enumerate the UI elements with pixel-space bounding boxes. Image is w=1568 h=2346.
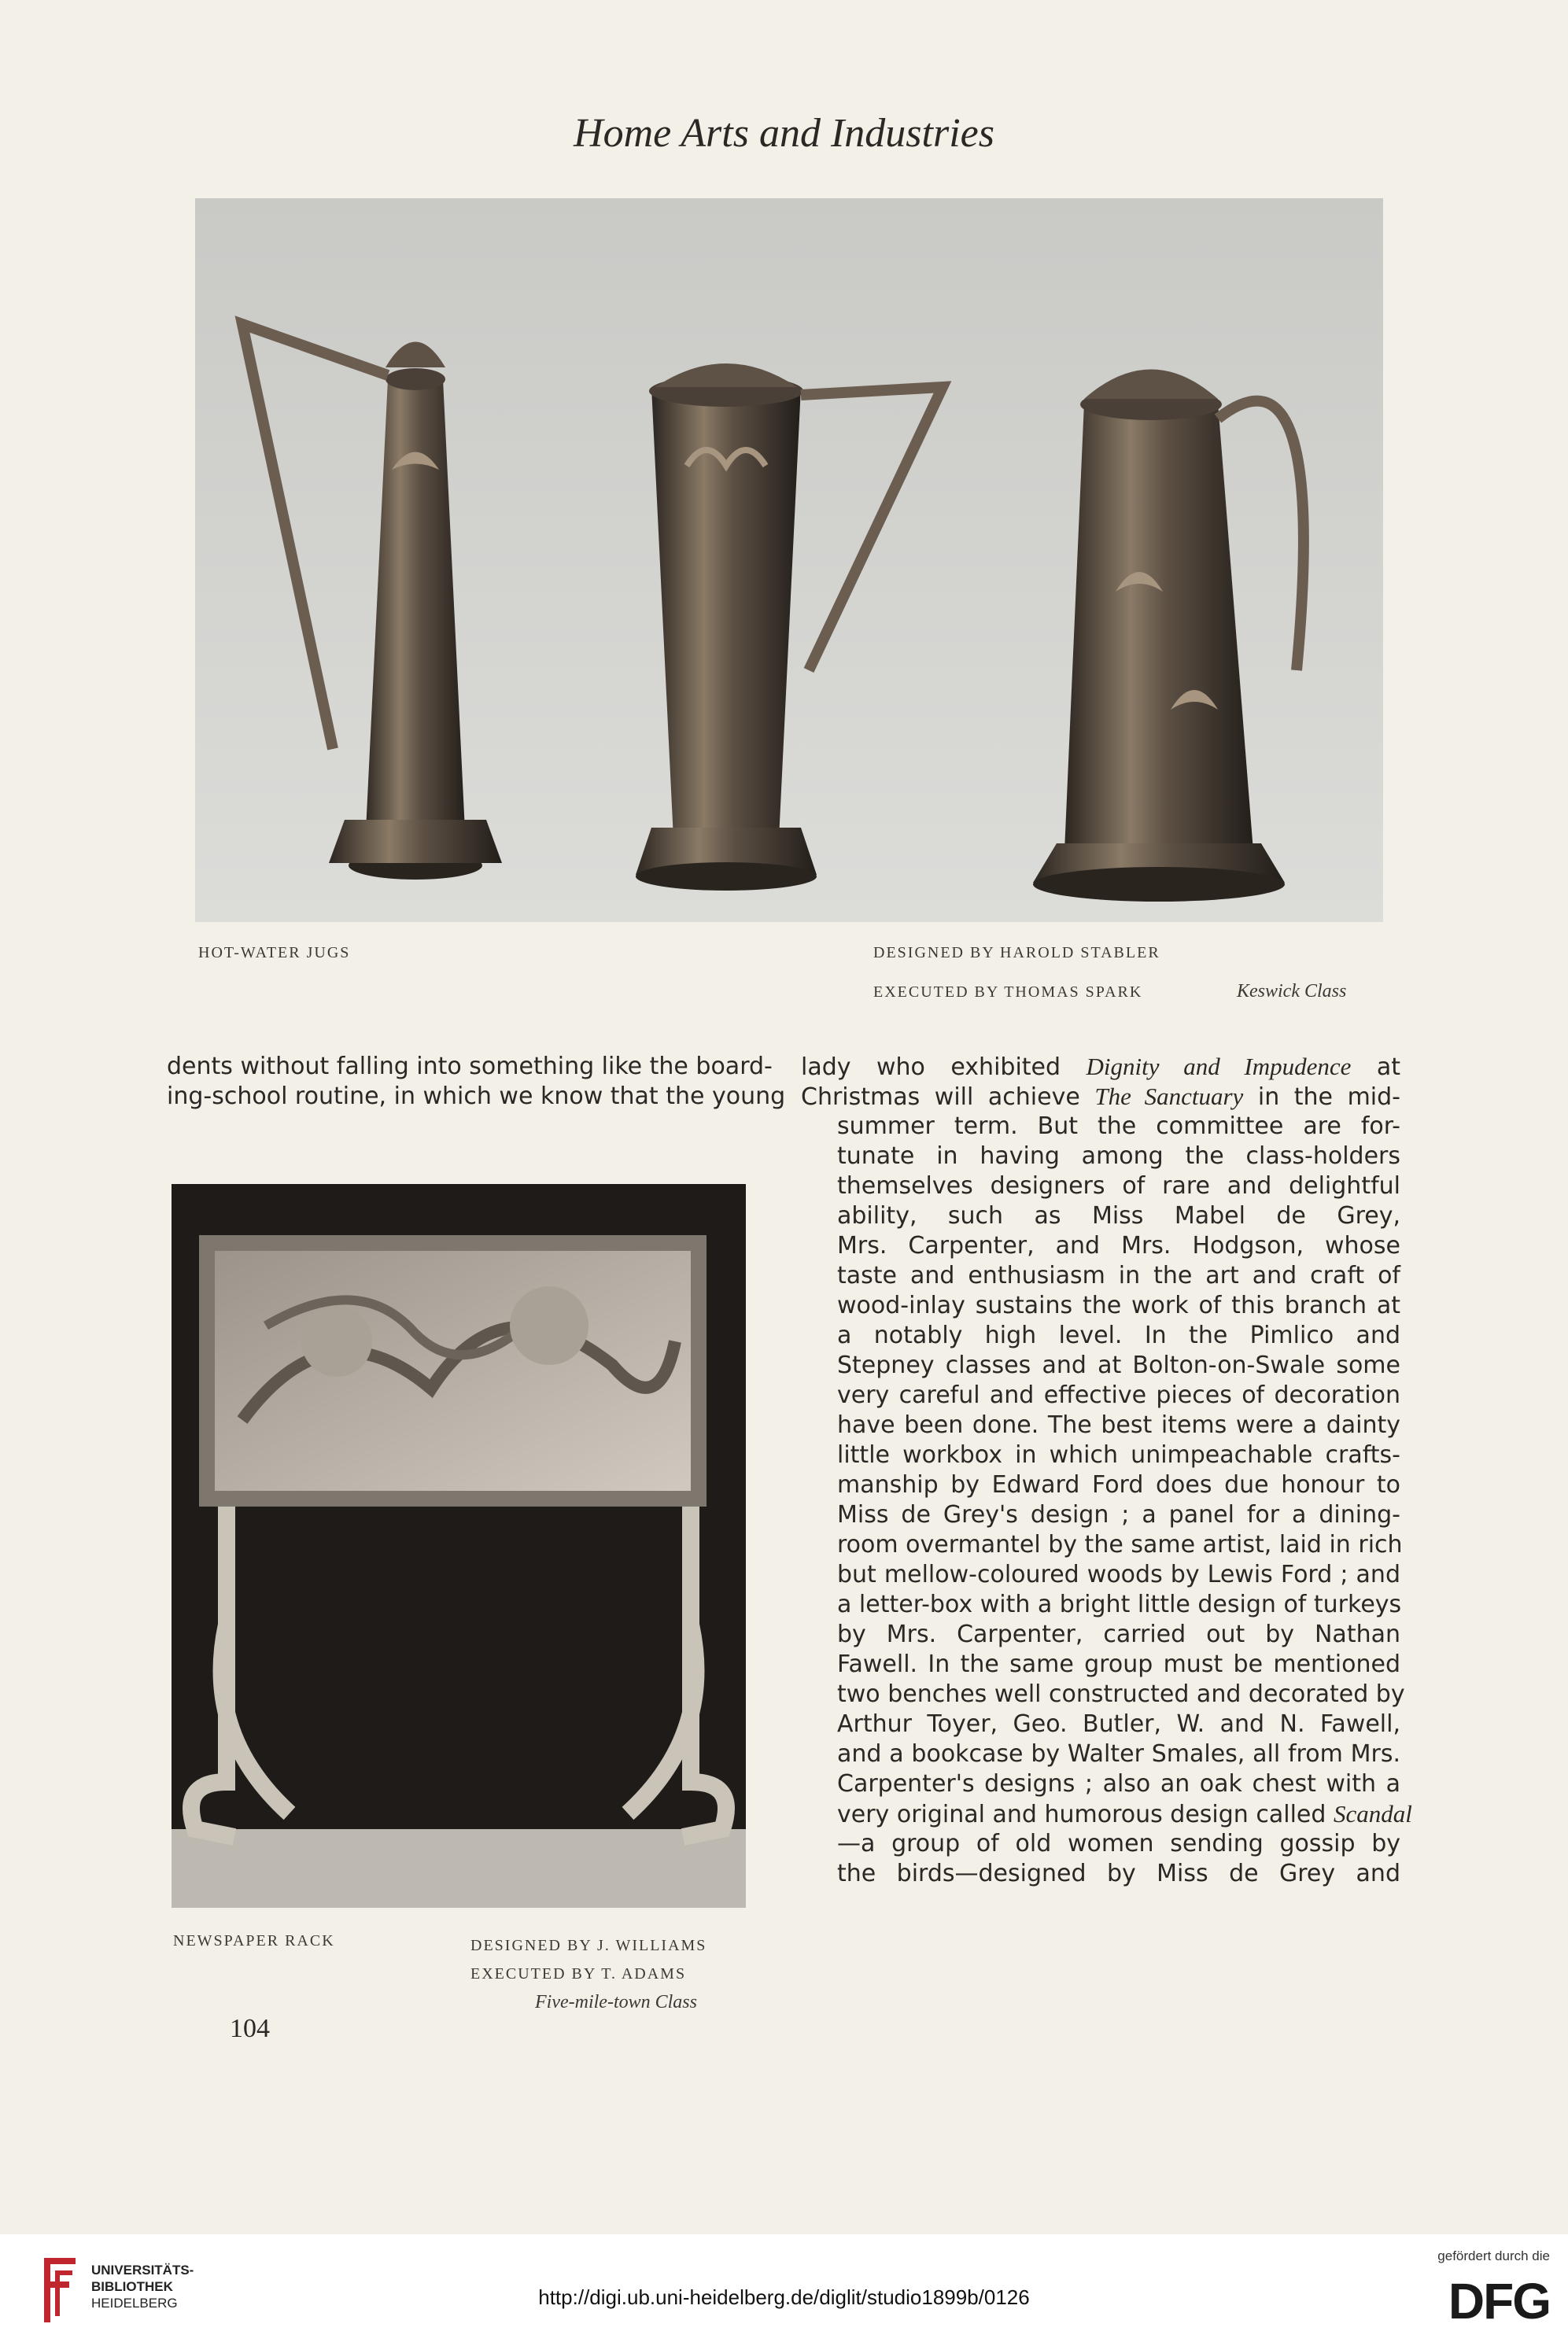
text-line: tunate in having among the class-holders xyxy=(837,1142,1400,1170)
text-line: but mellow-coloured woods by Lewis Ford ; and xyxy=(837,1561,1400,1588)
jugs-photo xyxy=(195,198,1383,922)
text-line: —a group of old women sending gossip by xyxy=(837,1830,1400,1857)
funding-note: gefördert durch die xyxy=(1437,2248,1550,2263)
text-line: and a bookcase by Walter Smales, all from Mrs. xyxy=(837,1740,1400,1768)
text-line: Christmas will achieve The Sanctuary in the mid- xyxy=(801,1083,1400,1111)
text-line: Stepney classes and at Bolton-on-Swale some xyxy=(837,1352,1400,1379)
text-line: Carpenter's designs ; also an oak chest with a xyxy=(837,1770,1400,1798)
text-line: have been done. The best items were a dainty xyxy=(837,1411,1400,1439)
jugs-caption-designer: DESIGNED BY HAROLD STABLER xyxy=(873,944,1160,961)
text-line: taste and enthusiasm in the art and craft of xyxy=(837,1262,1400,1289)
running-title: Home Arts and Industries xyxy=(574,111,994,156)
text-line: themselves designers of rare and delightful xyxy=(837,1172,1400,1200)
rack-caption-title: NEWSPAPER RACK xyxy=(173,1932,335,1949)
text-line: the birds—designed by Miss de Grey and xyxy=(837,1860,1400,1887)
right-column-top xyxy=(801,1052,1400,1112)
text-line: two benches well constructed and decorated by xyxy=(837,1680,1405,1708)
rack-caption-executor: EXECUTED BY T. ADAMS xyxy=(470,1965,687,1983)
text-line: Miss de Grey's design ; a panel for a dining- xyxy=(837,1501,1400,1529)
text-line: little workbox in which unimpeachable crafts- xyxy=(837,1441,1400,1469)
page-number: 104 xyxy=(230,2014,270,2043)
university-library-name: UNIVERSITÄTS- BIBLIOTHEK HEIDELBERG xyxy=(91,2263,194,2311)
rack-caption-class: Five-mile-town Class xyxy=(535,1992,697,2012)
text-line: room overmantel by the same artist, laid in rich xyxy=(837,1531,1403,1558)
source-url-link[interactable]: http://digi.ub.uni-heidelberg.de/diglit/studio1899b/0126 xyxy=(538,2285,1030,2309)
jugs-caption-class: Keswick Class xyxy=(1237,981,1347,1001)
text-line: wood-inlay sustains the work of this branch at xyxy=(837,1292,1400,1319)
text-line: summer term. But the committee are for- xyxy=(837,1112,1400,1140)
text-line: ing-school routine, in which we know that the young xyxy=(167,1083,786,1110)
text-line: a letter-box with a bright little design of turkeys xyxy=(837,1591,1402,1618)
newspaper-rack-photo xyxy=(172,1184,746,1908)
text-line: dents without falling into something like the board- xyxy=(167,1053,773,1080)
text-line: very careful and effective pieces of decoration xyxy=(837,1381,1400,1409)
dfg-logo: DFG xyxy=(1448,2273,1550,2329)
text-line: Fawell. In the same group must be mentioned xyxy=(837,1651,1400,1678)
text-line: very original and humorous design called Scandal xyxy=(837,1800,1412,1828)
jugs-caption-title: HOT-WATER JUGS xyxy=(198,944,351,961)
text-line: by Mrs. Carpenter, carried out by Nathan xyxy=(837,1621,1400,1648)
rack-caption-designer: DESIGNED BY J. WILLIAMS xyxy=(470,1937,707,1954)
text-line: Arthur Toyer, Geo. Butler, W. and N. Fawell, xyxy=(837,1710,1400,1738)
left-column-top xyxy=(167,1052,786,1112)
text-line: manship by Edward Ford does due honour to xyxy=(837,1471,1400,1499)
text-line: ability, such as Miss Mabel de Grey, xyxy=(837,1202,1400,1230)
jugs-caption-executor: EXECUTED BY THOMAS SPARK xyxy=(873,983,1143,1001)
right-column-body xyxy=(837,1112,1412,1889)
text-line: lady who exhibited Dignity and Impudence at xyxy=(801,1053,1400,1081)
text-line: Mrs. Carpenter, and Mrs. Hodgson, whose xyxy=(837,1232,1400,1260)
text-line: a notably high level. In the Pimlico and xyxy=(837,1322,1400,1349)
rack-panel xyxy=(199,1235,707,1507)
